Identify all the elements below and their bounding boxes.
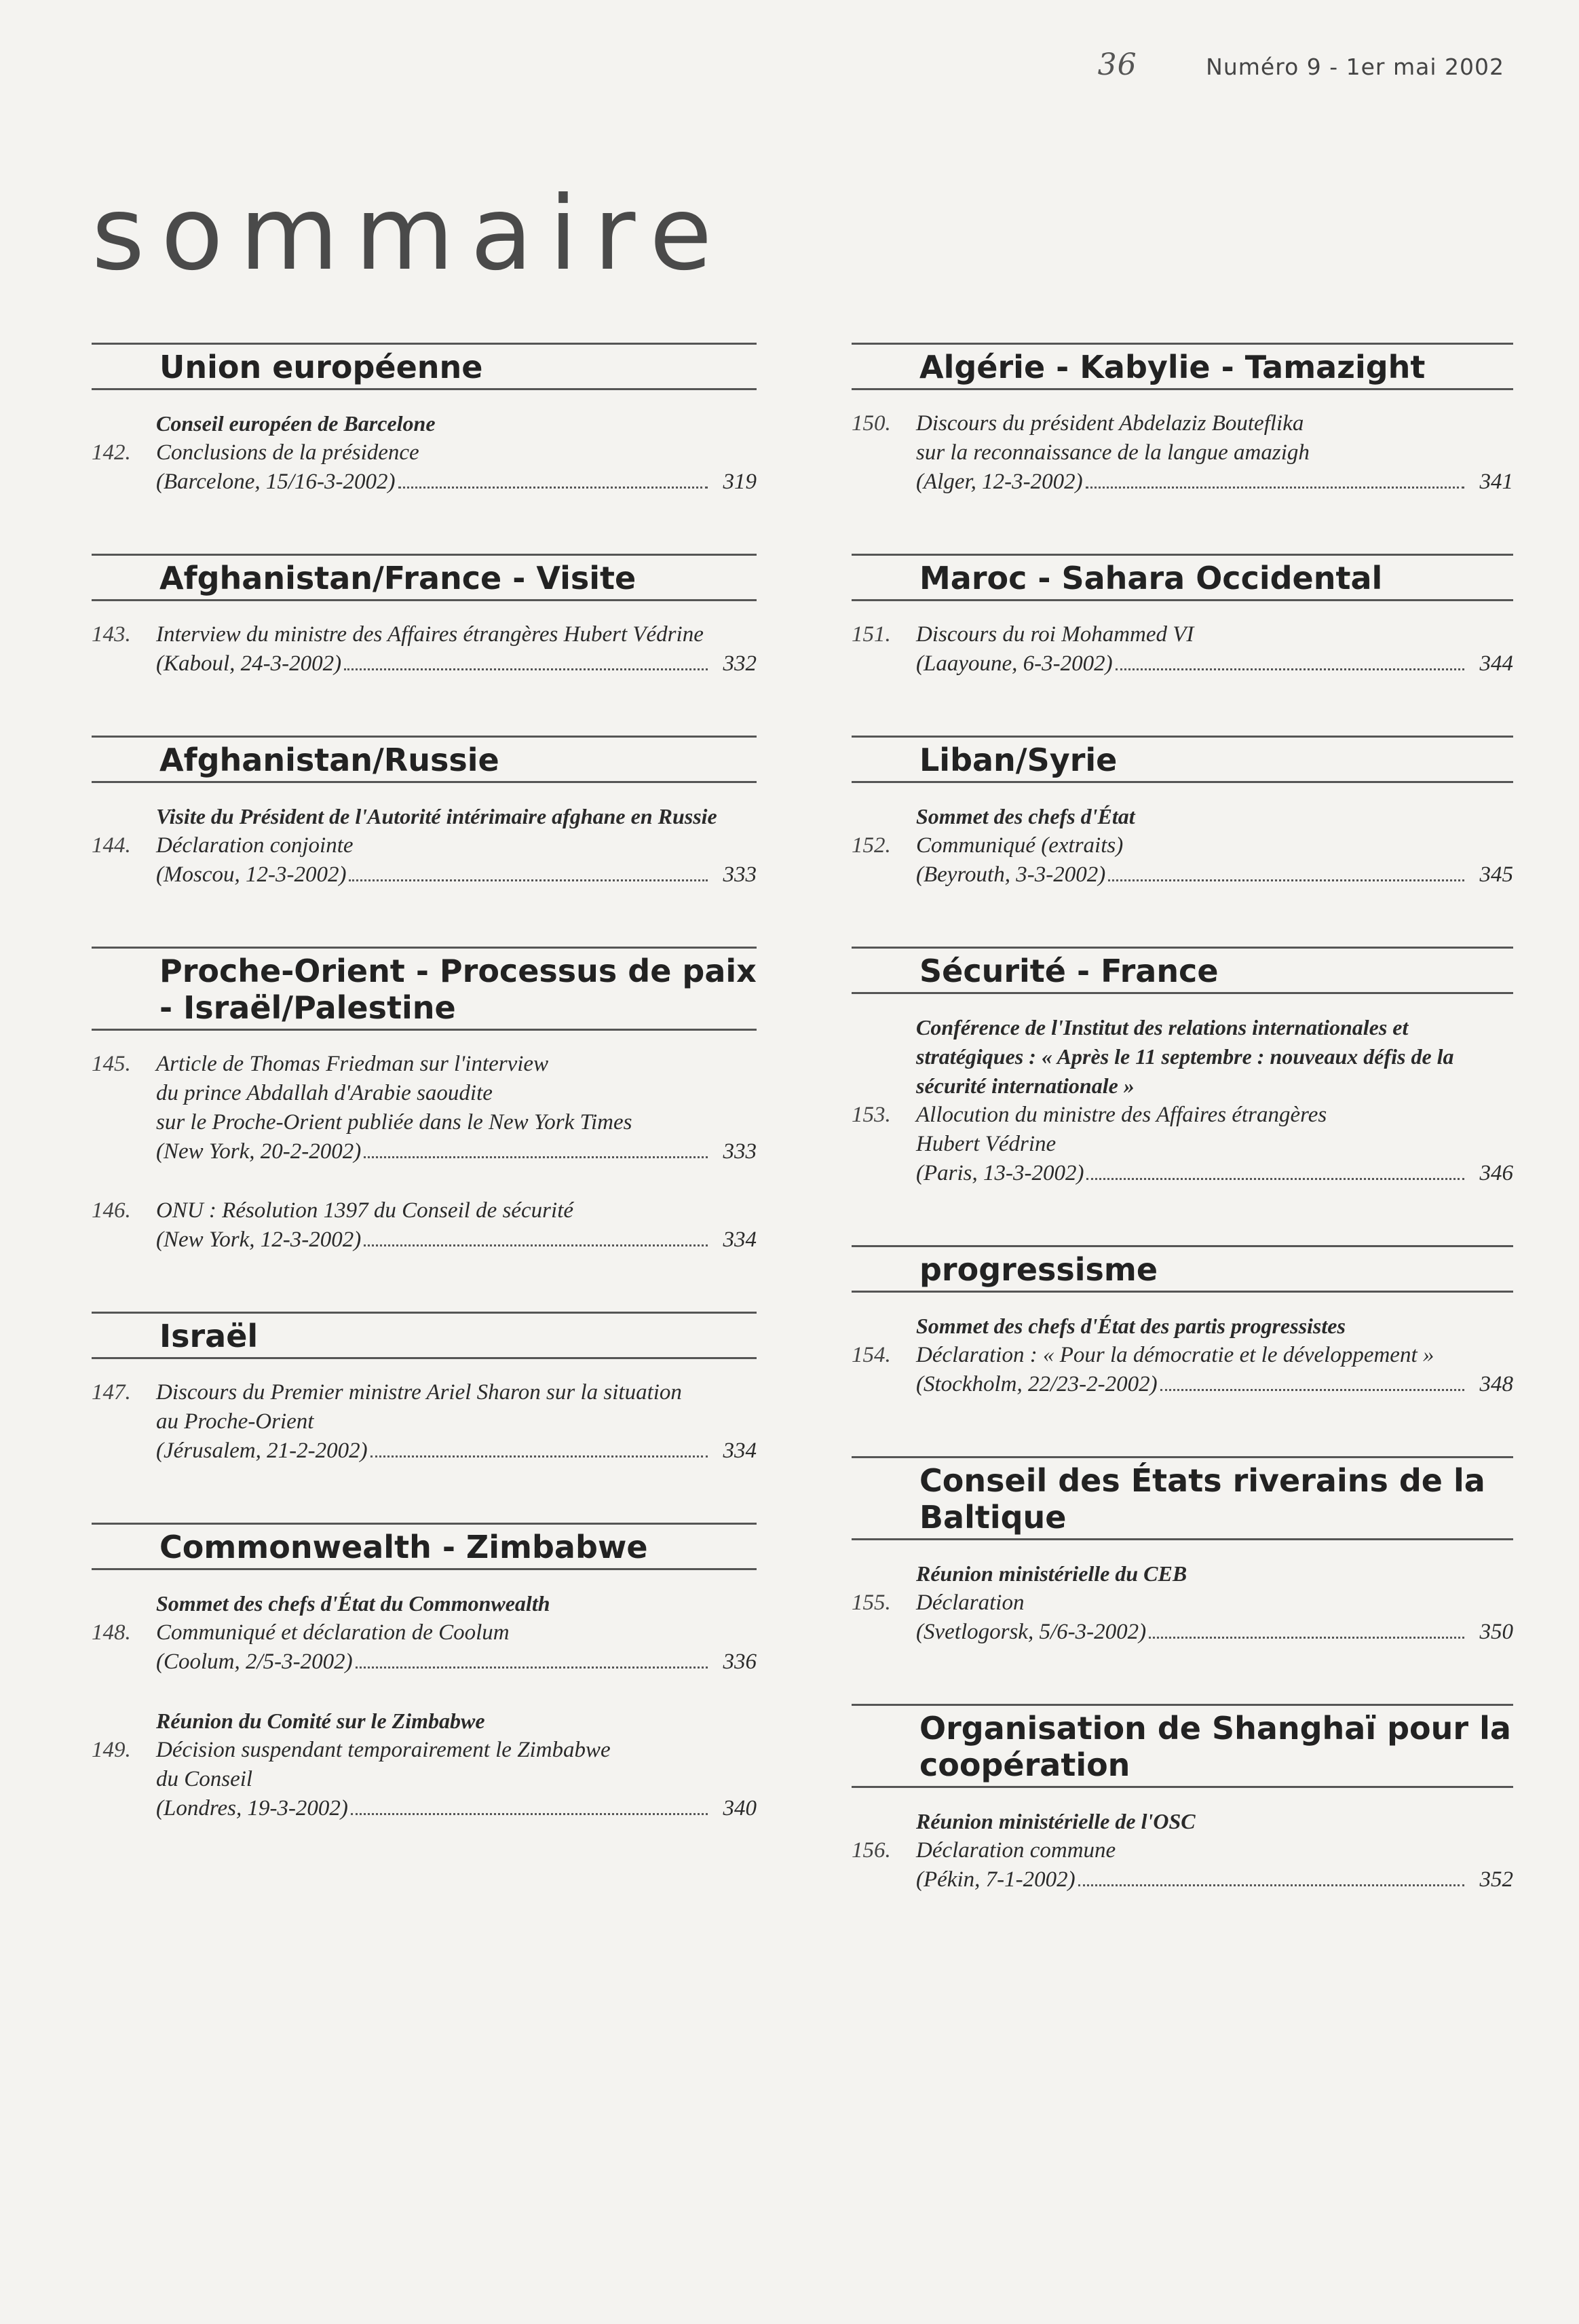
entry-reference-line <box>156 649 757 679</box>
group-title: Sommet des chefs d'État du Commonwealth <box>156 1591 550 1616</box>
toc-entry <box>852 409 1513 497</box>
toc-entry <box>852 1836 1513 1894</box>
section-heading: Organisation de Shanghaï pour la coopération <box>852 1704 1513 1788</box>
page-number: 352 <box>1479 1867 1513 1892</box>
toc-entry <box>852 1101 1513 1188</box>
page-number: 332 <box>723 651 757 676</box>
entry-reference: (Beyrouth, 3-3-2002) <box>916 862 1106 887</box>
entry-reference-line <box>156 1647 757 1677</box>
entry-line: Déclaration <box>916 1590 1025 1615</box>
entry-reference: (Stockholm, 22/23-2-2002) <box>916 1372 1158 1396</box>
section-heading: Sécurité - France <box>852 947 1513 994</box>
page-number: 348 <box>1479 1372 1513 1396</box>
entry-line: Décision suspendant temporairement le Zimbabwe <box>156 1738 611 1762</box>
entry-reference: (Alger, 12-3-2002) <box>916 470 1083 494</box>
entry-reference-line <box>916 860 1513 890</box>
dot-leader <box>349 879 708 881</box>
dot-leader <box>351 1813 708 1815</box>
dot-leader <box>1160 1389 1464 1391</box>
group-title: Réunion du Comité sur le Zimbabwe <box>156 1709 485 1733</box>
entry-line: Déclaration conjointe <box>156 833 354 858</box>
section-heading: Algérie - Kabylie - Tamazight <box>852 343 1513 390</box>
toc-entry <box>92 620 757 679</box>
entry-line: Discours du roi Mohammed VI <box>916 622 1194 647</box>
entry-body <box>156 831 757 890</box>
section-heading: Maroc - Sahara Occidental <box>852 554 1513 601</box>
entry-number: 150. <box>852 411 891 436</box>
entry-body <box>156 620 757 679</box>
toc-section <box>92 1523 757 1823</box>
group-title: Conférence de l'Institut des relations internationales et stratégiques : « Après le 11 septembre : nouveaux défis de la sécurité internationale » <box>916 1015 1454 1098</box>
dot-leader <box>1086 487 1464 489</box>
toc-entry <box>92 1736 757 1823</box>
entry-reference: (New York, 20-2-2002) <box>156 1139 362 1164</box>
entry-body <box>156 438 757 497</box>
toc-entry <box>852 1341 1513 1399</box>
toc-section <box>852 1245 1513 1399</box>
entry-number: 151. <box>852 622 891 647</box>
toc-section <box>92 343 757 497</box>
entry-line: Communiqué (extraits) <box>916 833 1124 858</box>
group-title: Sommet des chefs d'État des partis progressistes <box>916 1314 1346 1338</box>
entry-reference: (Jérusalem, 21-2-2002) <box>156 1439 368 1463</box>
entry-body <box>916 1836 1513 1894</box>
entry-number: 153. <box>852 1103 891 1127</box>
dot-leader <box>356 1666 708 1669</box>
entry-line: Déclaration commune <box>916 1838 1116 1863</box>
entry-reference-line <box>156 1225 757 1255</box>
entry-number: 145. <box>92 1052 131 1076</box>
toc-entry <box>92 1618 757 1677</box>
page-number: 333 <box>723 1139 757 1164</box>
entry-reference: (New York, 12-3-2002) <box>156 1227 362 1252</box>
toc-entry <box>92 1196 757 1255</box>
entry-spacer <box>92 1169 757 1196</box>
left-column <box>92 343 757 1880</box>
section-heading: Commonwealth - Zimbabwe <box>92 1523 757 1570</box>
toc-section <box>92 554 757 679</box>
page-number: 336 <box>723 1650 757 1674</box>
entry-number: 147. <box>92 1380 131 1405</box>
dot-leader <box>364 1156 708 1158</box>
page-number: 319 <box>723 470 757 494</box>
entry-reference-line <box>916 1618 1513 1647</box>
page-number: 341 <box>1479 470 1513 494</box>
dot-leader <box>398 487 708 489</box>
entry-line: du Conseil <box>156 1767 253 1791</box>
entry-reference: (Londres, 19-3-2002) <box>156 1796 348 1821</box>
entry-line: Allocution du ministre des Affaires étrangères <box>916 1103 1327 1127</box>
dot-leader <box>364 1244 708 1246</box>
toc-section <box>852 554 1513 679</box>
page-number: 334 <box>723 1439 757 1463</box>
entry-reference-line <box>916 1865 1513 1894</box>
section-heading: Afghanistan/France - Visite <box>92 554 757 601</box>
section-heading: progressisme <box>852 1245 1513 1293</box>
handwritten-page-number: 36 <box>1097 47 1137 82</box>
entry-body <box>916 1341 1513 1399</box>
entry-line: sur la reconnaissance de la langue amazigh <box>916 440 1310 465</box>
group-title: Conseil européen de Barcelone <box>156 411 436 436</box>
toc-entry <box>92 831 757 890</box>
entry-line: Discours du président Abdelaziz Bouteflika <box>916 411 1304 436</box>
entry-reference-line <box>916 649 1513 679</box>
entry-line: du prince Abdallah d'Arabie saoudite <box>156 1081 493 1105</box>
entry-reference-line <box>916 1159 1513 1188</box>
section-heading: Union européenne <box>92 343 757 390</box>
group-title: Réunion ministérielle du CEB <box>916 1561 1187 1586</box>
entry-line: Déclaration : « Pour la démocratie et le développement » <box>916 1343 1434 1367</box>
entry-reference: (Laayoune, 6-3-2002) <box>916 651 1113 676</box>
entry-reference: (Coolum, 2/5-3-2002) <box>156 1650 353 1674</box>
toc-entry <box>92 1378 757 1466</box>
dot-leader <box>1116 668 1464 670</box>
section-heading: Conseil des États riverains de la Baltique <box>852 1456 1513 1540</box>
entry-body <box>156 1378 757 1466</box>
entry-body <box>916 1588 1513 1647</box>
entry-reference: (Barcelone, 15/16-3-2002) <box>156 470 396 494</box>
entry-number: 154. <box>852 1343 891 1367</box>
entry-line: Hubert Védrine <box>916 1132 1057 1156</box>
toc-section <box>852 736 1513 890</box>
dot-leader <box>1149 1637 1464 1639</box>
page-number: 345 <box>1479 862 1513 887</box>
section-heading: Proche-Orient - Processus de paix - Israël/Palestine <box>92 947 757 1031</box>
section-heading: Liban/Syrie <box>852 736 1513 783</box>
toc-entry <box>92 438 757 497</box>
toc-section <box>92 736 757 890</box>
entry-number: 146. <box>92 1198 131 1223</box>
entry-body <box>916 831 1513 890</box>
entry-body <box>916 1101 1513 1188</box>
issue-info: Numéro 9 - 1er mai 2002 <box>1206 54 1504 80</box>
page-number: 334 <box>723 1227 757 1252</box>
dot-leader <box>370 1455 708 1458</box>
page-number: 333 <box>723 862 757 887</box>
page-header <box>1098 47 1504 82</box>
entry-body <box>156 1050 757 1166</box>
group-spacer <box>92 1679 757 1707</box>
entry-number: 155. <box>852 1590 891 1615</box>
entry-reference-line <box>156 468 757 497</box>
entry-reference-line <box>156 860 757 890</box>
entry-number: 149. <box>92 1738 131 1762</box>
entry-line: Interview du ministre des Affaires étrangères Hubert Védrine <box>156 622 704 647</box>
entry-reference-line <box>156 1436 757 1466</box>
entry-body <box>156 1736 757 1823</box>
dot-leader <box>1086 1178 1464 1180</box>
entry-reference-line <box>156 1137 757 1166</box>
right-column <box>852 343 1513 1951</box>
entry-number: 143. <box>92 622 131 647</box>
entry-line: sur le Proche-Orient publiée dans le New York Times <box>156 1110 632 1135</box>
entry-number: 144. <box>92 833 131 858</box>
toc-section <box>92 1312 757 1466</box>
entry-reference: (Svetlogorsk, 5/6-3-2002) <box>916 1620 1147 1644</box>
dot-leader <box>1108 879 1464 881</box>
entry-line: Communiqué et déclaration de Coolum <box>156 1620 510 1645</box>
entry-line: Article de Thomas Friedman sur l'interview <box>156 1052 549 1076</box>
page-number: 344 <box>1479 651 1513 676</box>
group-title: Sommet des chefs d'État <box>916 804 1135 828</box>
entry-reference: (Pékin, 7-1-2002) <box>916 1867 1076 1892</box>
entry-reference: (Kaboul, 24-3-2002) <box>156 651 342 676</box>
page-number: 350 <box>1479 1620 1513 1644</box>
page-number: 346 <box>1479 1161 1513 1185</box>
toc-section <box>852 1456 1513 1647</box>
entry-reference-line <box>916 1370 1513 1399</box>
entry-number: 148. <box>92 1620 131 1645</box>
dot-leader <box>1078 1884 1464 1886</box>
entry-body <box>916 409 1513 497</box>
page-title: sommaire <box>92 175 729 293</box>
entry-reference-line <box>156 1794 757 1823</box>
entry-line: au Proche-Orient <box>156 1409 314 1434</box>
group-title: Réunion ministérielle de l'OSC <box>916 1809 1196 1833</box>
entry-body <box>916 620 1513 679</box>
toc-section <box>852 1704 1513 1894</box>
toc-section <box>92 947 757 1255</box>
group-title: Visite du Président de l'Autorité intérimaire afghane en Russie <box>156 804 717 828</box>
dot-leader <box>344 668 708 670</box>
toc-section <box>852 947 1513 1188</box>
entry-reference-line <box>916 468 1513 497</box>
toc-section <box>852 343 1513 497</box>
entry-reference: (Moscou, 12-3-2002) <box>156 862 347 887</box>
section-heading: Afghanistan/Russie <box>92 736 757 783</box>
toc-entry <box>92 1050 757 1166</box>
entry-body <box>156 1196 757 1255</box>
toc-entry <box>852 831 1513 890</box>
entry-number: 142. <box>92 440 131 465</box>
page-number: 340 <box>723 1796 757 1821</box>
entry-number: 156. <box>852 1838 891 1863</box>
entry-reference: (Paris, 13-3-2002) <box>916 1161 1084 1185</box>
entry-body <box>156 1618 757 1677</box>
entry-number: 152. <box>852 833 891 858</box>
toc-entry <box>852 620 1513 679</box>
toc-entry <box>852 1588 1513 1647</box>
entry-line: Discours du Premier ministre Ariel Sharon sur la situation <box>156 1380 682 1405</box>
entry-line: Conclusions de la présidence <box>156 440 419 465</box>
section-heading: Israël <box>92 1312 757 1359</box>
entry-line: ONU : Résolution 1397 du Conseil de sécurité <box>156 1198 574 1223</box>
